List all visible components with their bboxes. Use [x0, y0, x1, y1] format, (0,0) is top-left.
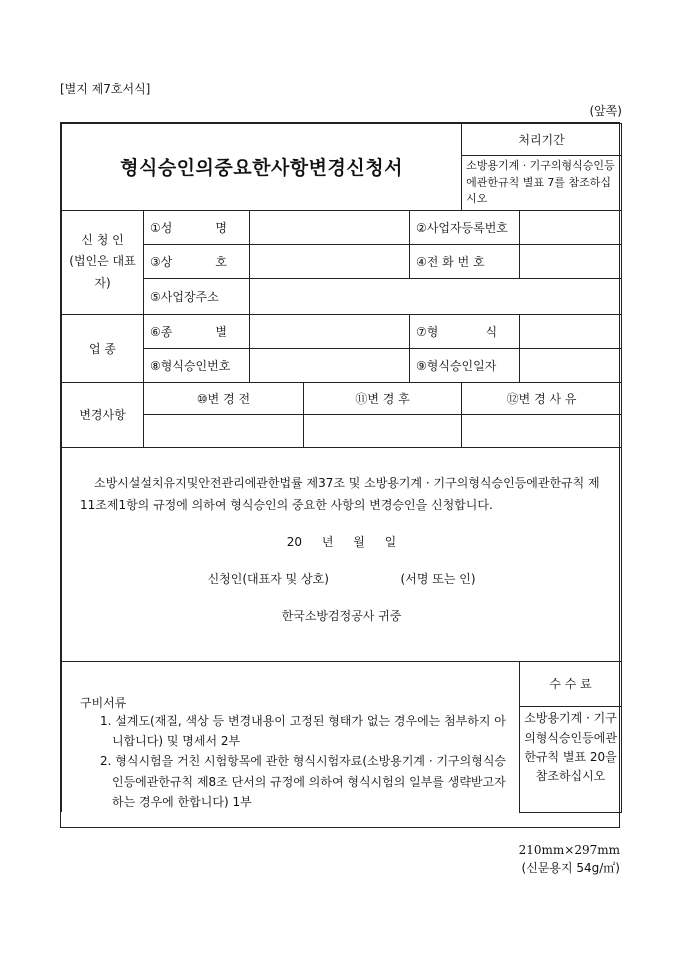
change-after-label: ⑪변 경 후	[304, 382, 462, 414]
fee-text: 소방용기계 · 기구의형식승인등에관한규칙 별표 20을 참조하십시오	[520, 707, 622, 813]
form-id-label: [별지 제7호서식]	[60, 82, 151, 96]
approval-no-field[interactable]	[250, 348, 410, 382]
type-label: ⑦형 식	[416, 324, 498, 339]
application-form	[60, 122, 620, 828]
document-item: 2. 형식시험을 거친 시험항목에 관한 형식시험자료(소방용기계 · 기구의형식승인등에관한규칙 제8조 단서의 규정에 의하여 형식시험의 일부를 생략받고자 하는 경우에 한합니다) 1부	[100, 754, 507, 810]
change-before-label: ⑩변 경 전	[144, 382, 304, 414]
approval-date-label: ⑨형식승인일자	[410, 348, 520, 382]
signature-label: (서명 또는 인)	[400, 571, 476, 586]
change-before-field[interactable]	[144, 414, 304, 447]
processing-period-label: 처리기간	[462, 124, 622, 156]
phone-field[interactable]	[520, 244, 622, 278]
declaration-date: 20 년 월 일	[286, 535, 397, 550]
paper-type-label: (신문용지 54g/㎡)	[521, 861, 620, 875]
kind-label: ⑥종 별	[150, 324, 227, 339]
form-title: 형식승인의중요한사항변경신청서	[62, 124, 462, 211]
name-label: ①성 명	[150, 220, 227, 235]
firm-label: ③상 호	[150, 254, 227, 269]
address-label: ⑤사업장주소	[144, 278, 250, 314]
biz-reg-label: ②사업자등록번호	[410, 210, 520, 244]
kind-field[interactable]	[250, 314, 410, 348]
declaration-block	[62, 447, 622, 661]
change-reason-label: ⑫변 경 사 유	[462, 382, 622, 414]
recipient: 한국소방검정공사 귀중	[281, 608, 402, 623]
phone-label: ④전 화 번 호	[410, 244, 520, 278]
changes-section: 변경사항	[62, 382, 144, 447]
applicant-section-note: (법인은 대표자)	[69, 254, 136, 290]
fee-title: 수 수 료	[520, 661, 622, 707]
business-section: 업 종	[62, 314, 144, 382]
change-reason-field[interactable]	[462, 414, 622, 447]
address-field[interactable]	[250, 278, 622, 314]
applicant-signer-label: 신청인(대표자 및 상호)	[207, 571, 329, 586]
approval-no-label: ⑧형식승인번호	[144, 348, 250, 382]
applicant-section	[62, 210, 144, 314]
declaration-text: 소방시설설치유지및안전관리에관한법률 제37조 및 소방용기계 · 기구의형식승인등에관한규칙 제11조제1항의 규정에 의하여 형식승인의 중요한 사항의 변경승인을 신청합니다.	[80, 475, 600, 513]
form-table	[61, 123, 622, 813]
biz-reg-field[interactable]	[520, 210, 622, 244]
approval-date-field[interactable]	[520, 348, 622, 382]
page-side-label: (앞쪽)	[589, 104, 622, 118]
applicant-section-title: 신 청 인	[81, 232, 124, 247]
processing-period-text: 소방용기계 · 기구의형식승인등에관한규칙 별표 7를 참조하십시오	[462, 156, 622, 211]
change-after-field[interactable]	[304, 414, 462, 447]
document-item: 1. 설계도(재질, 색상 등 변경내용이 고정된 형태가 없는 경우에는 첨부하지 아니합니다) 및 명세서 2부	[100, 713, 506, 748]
documents-block	[62, 661, 520, 812]
firm-field[interactable]	[250, 244, 410, 278]
type-field[interactable]	[520, 314, 622, 348]
paper-size-label: 210mm×297mm	[518, 843, 620, 857]
documents-title: 구비서류	[80, 695, 127, 710]
name-field[interactable]	[250, 210, 410, 244]
declaration-signer	[80, 568, 603, 591]
